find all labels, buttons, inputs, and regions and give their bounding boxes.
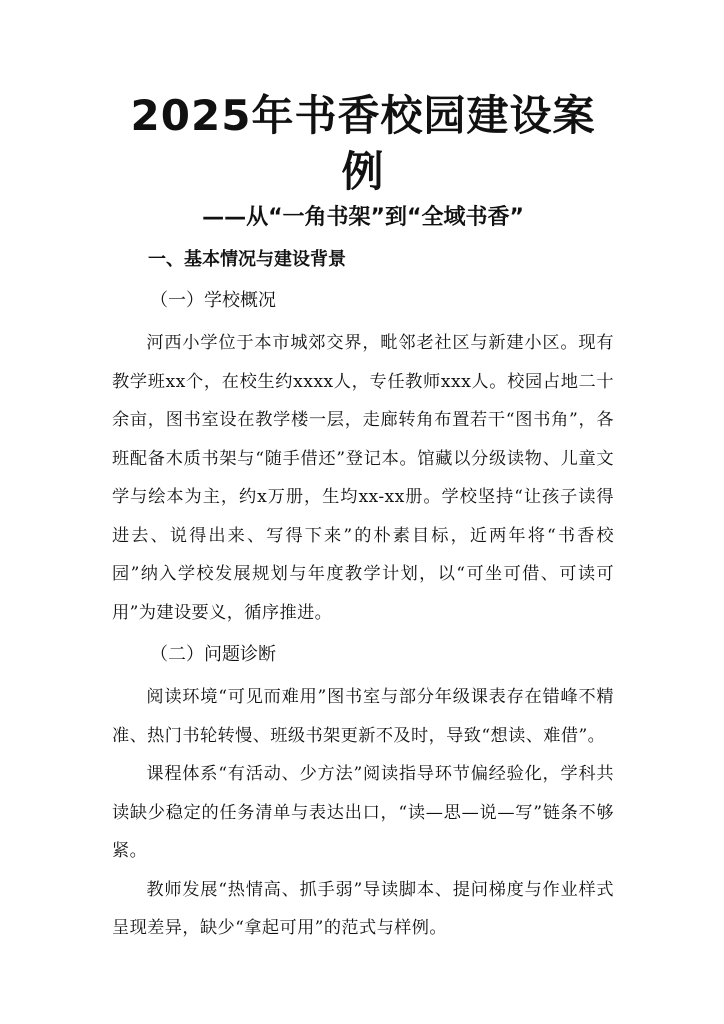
subsection-heading-school-overview: （一）学校概况 [150, 290, 276, 311]
paragraph-school-overview: 河西小学位于本市城郊交界，毗邻老社区与新建小区。现有教学班xx个，在校生约xxxx人，专任教师xxx人。校园占地二十余亩，图书室设在教学楼一层，走廊转角布置若干“图书角”，各班配备木质书架与“随手借还”登记本。馆藏以分级读物、儿童文学与绘本为主，约x万册，生均xx-xx册。学校坚持“让孩子读得进去、说得出来、写得下来”的朴素目标，近两年将“书香校园”纳入学校发展规划与年度教学计划，以“可坐可借、可读可用”为建设要义，循序推进。 [112, 333, 614, 623]
paragraph-reading-environment: 阅读环境“可见而难用”图书室与部分年级课表存在错峰不精准、热门书轮转慢、班级书架更新不及时，导致“想读、难借”。 [112, 687, 614, 746]
paragraph-curriculum-system: 课程体系“有活动、少方法”阅读指导环节偏经验化，学科共读缺少稳定的任务清单与表达出口，“读—思—说—写”链条不够紧。 [112, 764, 614, 861]
paragraph-teacher-development: 教师发展“热情高、抓手弱”导读脚本、提问梯度与作业样式呈现差异，缺少“拿起可用”的范式与样例。 [112, 879, 614, 938]
document-title: 2025年书香校园建设案例 [130, 91, 596, 196]
document-subtitle: ——从“一角书架”到“全域书香” [202, 205, 524, 230]
section-heading-basic-info: 一、基本情况与建设背景 [148, 249, 346, 270]
subsection-heading-problem-diagnosis: （二）问题诊断 [150, 644, 276, 665]
